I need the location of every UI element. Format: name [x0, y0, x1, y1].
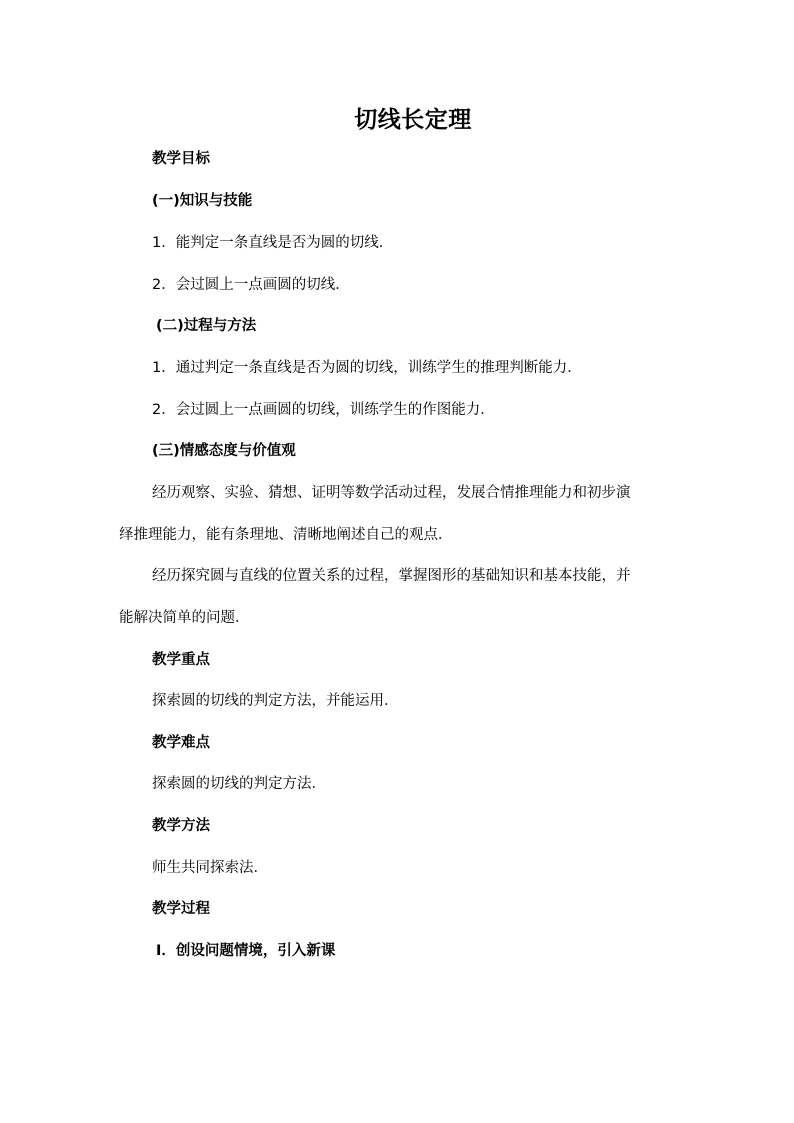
process-methods-item-1: 1．通过判定一条直线是否为圆的切线，训练学生的推理判断能力．: [152, 360, 582, 376]
emotion-values-paragraph-2-line-2: 能解决简单的问题．: [119, 610, 250, 626]
difficulties-heading: 教学难点: [152, 735, 210, 751]
methods-heading: 教学方法: [152, 818, 210, 834]
objectives-heading: 教学目标: [152, 151, 210, 167]
key-points-text: 探索圆的切线的判定方法，并能运用．: [152, 693, 399, 709]
emotion-values-paragraph-1-line-1: 经历观察、实验、猜想、证明等数学活动过程，发展合情推理能力和初步演: [152, 485, 631, 501]
process-methods-heading: (二)过程与方法: [156, 318, 257, 334]
knowledge-skills-heading: (一)知识与技能: [152, 193, 253, 209]
difficulties-text: 探索圆的切线的判定方法．: [152, 776, 326, 792]
emotion-values-paragraph-1-line-2: 绎推理能力，能有条理地、清晰地阐述自己的观点．: [119, 527, 453, 543]
methods-text: 师生共同探索法．: [152, 860, 268, 876]
process-step-1: Ⅰ．创设问题情境，引入新课: [156, 943, 336, 959]
document-title: 切线长定理: [354, 107, 472, 133]
knowledge-skills-item-1: 1．能判定一条直线是否为圆的切线．: [152, 235, 394, 251]
key-points-heading: 教学重点: [152, 652, 210, 668]
process-methods-item-2: 2．会过圆上一点画圆的切线，训练学生的作图能力．: [152, 402, 495, 418]
emotion-values-paragraph-2-line-1: 经历探究圆与直线的位置关系的过程，掌握图形的基础知识和基本技能，并: [152, 568, 631, 584]
knowledge-skills-item-2: 2．会过圆上一点画圆的切线．: [152, 277, 350, 293]
emotion-values-heading: (三)情感态度与价值观: [152, 443, 296, 459]
process-heading: 教学过程: [152, 901, 210, 917]
